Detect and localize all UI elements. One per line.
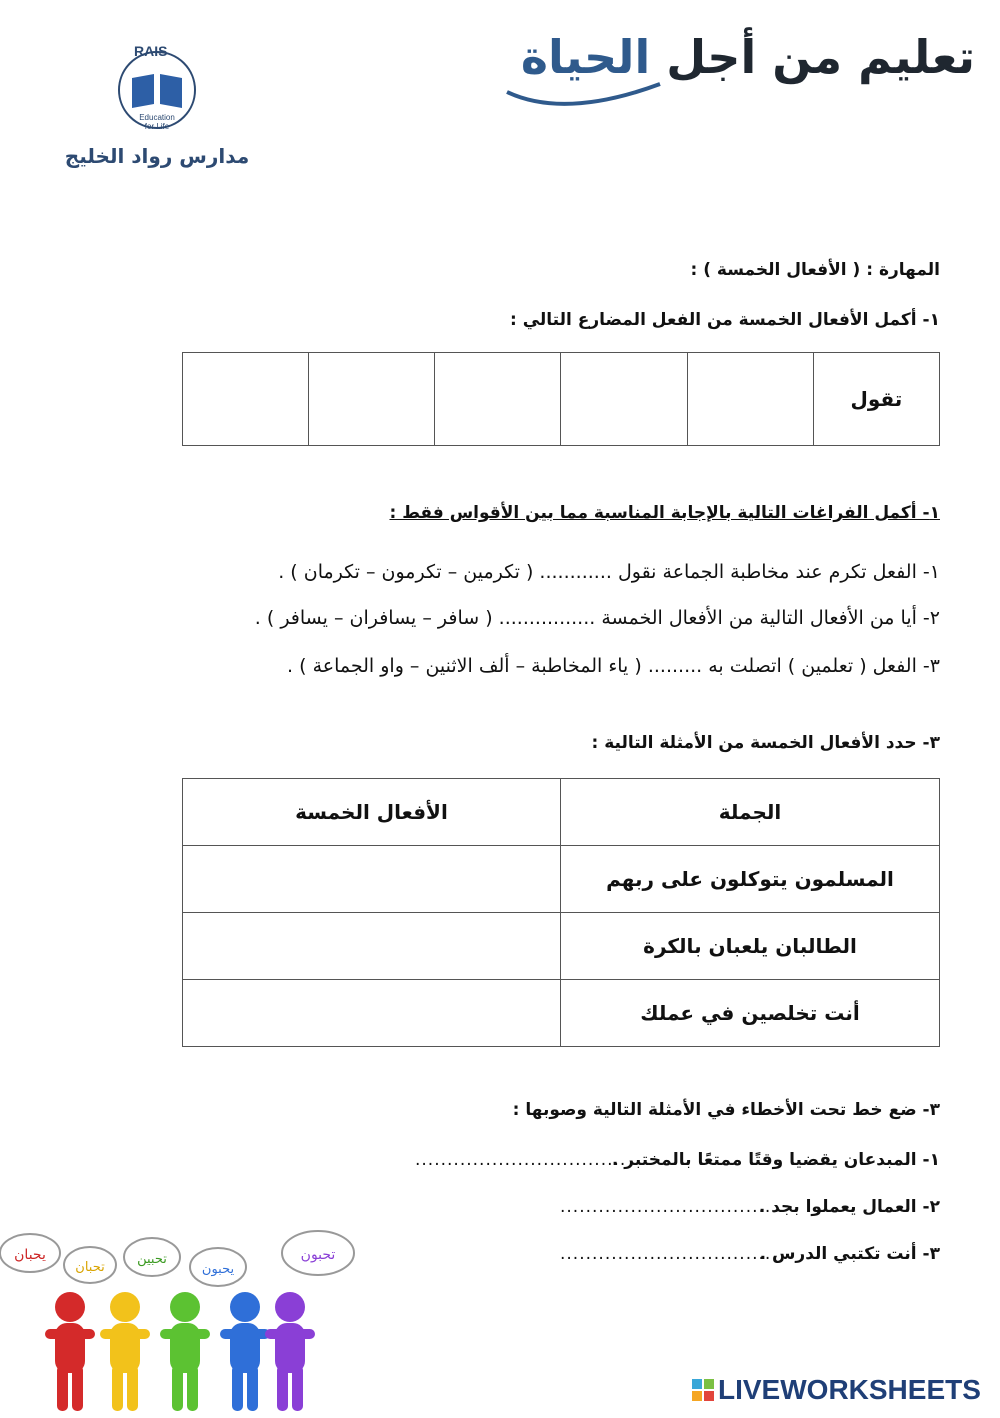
fill-blank-question: ٣- الفعل ( تعلمين ) اتصلت به ......... ( ياء المخاطبة – ألف الاثنين – واو الجماعة ) . [287, 655, 940, 677]
speech-bubble-icon [124, 1238, 180, 1276]
answer-cell[interactable] [308, 353, 434, 445]
answer-cell[interactable] [434, 353, 560, 445]
person-figure-icon [160, 1292, 210, 1411]
fill-blank-question: ١- الفعل تكرم عند مخاطبة الجماعة نقول ............ ( تكرمين – تكرمون – تكرمان ) . [278, 561, 940, 583]
table-row [183, 913, 940, 980]
column-header-verbs: الأفعال الخمسة [183, 779, 561, 846]
wave-icon [505, 74, 665, 114]
section1-heading: ١- أكمل الأفعال الخمسة من الفعل المضارع التالي : [510, 310, 940, 330]
verb-cell: تقول [813, 353, 939, 445]
answer-cell[interactable] [183, 846, 561, 913]
fill-blank-question: ٢- أيا من الأفعال التالية من الأفعال الخمسة ................ ( سافر – يسافران – يسافر ) . [254, 607, 940, 629]
section3-heading: ٣- حدد الأفعال الخمسة من الأمثلة التالية : [591, 733, 940, 753]
section4-heading: ٣- ضع خط تحت الأخطاء في الأمثلة التالية وصوبها : [512, 1100, 940, 1120]
speech-bubble-icon [282, 1231, 354, 1275]
correction-question: ١- المبدعان يقضيا وقتًا ممتعًا بالمختبر . [611, 1150, 940, 1170]
school-name: مدارس رواد الخليج [64, 144, 250, 168]
grid-logo-icon [692, 1379, 716, 1403]
correction-question: ٢- العمال يعملوا بجد . [758, 1197, 940, 1217]
header-slogan [505, 30, 975, 100]
person-figure-icon [265, 1292, 315, 1411]
school-logo [62, 40, 252, 175]
answer-cell[interactable] [183, 913, 561, 980]
bubble-text: تحبين [137, 1252, 167, 1267]
verb-forms-table [182, 352, 940, 446]
liveworksheets-logo [692, 1374, 992, 1408]
answer-cell[interactable] [560, 353, 686, 445]
answer-blank[interactable]: ................................. [560, 1244, 772, 1264]
person-figure-icon [45, 1292, 95, 1411]
bubble-text: يحبان [14, 1247, 46, 1263]
answer-blank[interactable]: ................................. [415, 1150, 627, 1170]
figures-clipart [0, 1225, 365, 1414]
answer-cell[interactable] [183, 353, 308, 445]
person-figure-icon [220, 1292, 270, 1411]
answer-cell[interactable] [687, 353, 813, 445]
speech-bubble-icon [64, 1247, 116, 1283]
section2-heading: ١- أكمل الفراغات التالية بالإجابة المناسبة مما بين الأقواس فقط : [389, 503, 940, 523]
logo-tagline-1: Education [139, 113, 175, 122]
slogan-part1: تعليم من أجل [666, 30, 975, 84]
liveworksheets-wordmark: LIVEWORKSHEETS [718, 1374, 981, 1405]
sentence-cell: الطالبان يلعبان بالكرة [561, 913, 940, 980]
logo-acronym: RAIS [134, 43, 168, 59]
speech-bubble-icon [0, 1234, 60, 1272]
table-row [183, 846, 940, 913]
column-header-sentence: الجملة [561, 779, 940, 846]
bubble-text: تحبون [300, 1247, 336, 1263]
sentence-cell: أنت تخلصين في عملك [561, 980, 940, 1047]
slogan-part2: الحياة [520, 30, 651, 84]
table-header-row [183, 779, 940, 846]
answer-blank[interactable]: ................................. [560, 1197, 772, 1217]
table-row [183, 980, 940, 1047]
identify-verbs-table [182, 778, 940, 1047]
bubble-text: يحبون [201, 1262, 235, 1277]
bubble-text: تحبان [75, 1260, 105, 1275]
sentence-cell: المسلمون يتوكلون على ربهم [561, 846, 940, 913]
correction-question: ٣- أنت تكتبي الدرس . [759, 1244, 940, 1264]
skill-title: المهارة : ( الأفعال الخمسة ) : [690, 260, 940, 280]
book-emblem-icon [62, 40, 252, 145]
answer-cell[interactable] [183, 980, 561, 1047]
logo-tagline-2: for Life [144, 122, 170, 131]
speech-bubble-icon [190, 1248, 246, 1286]
person-figure-icon [100, 1292, 150, 1411]
